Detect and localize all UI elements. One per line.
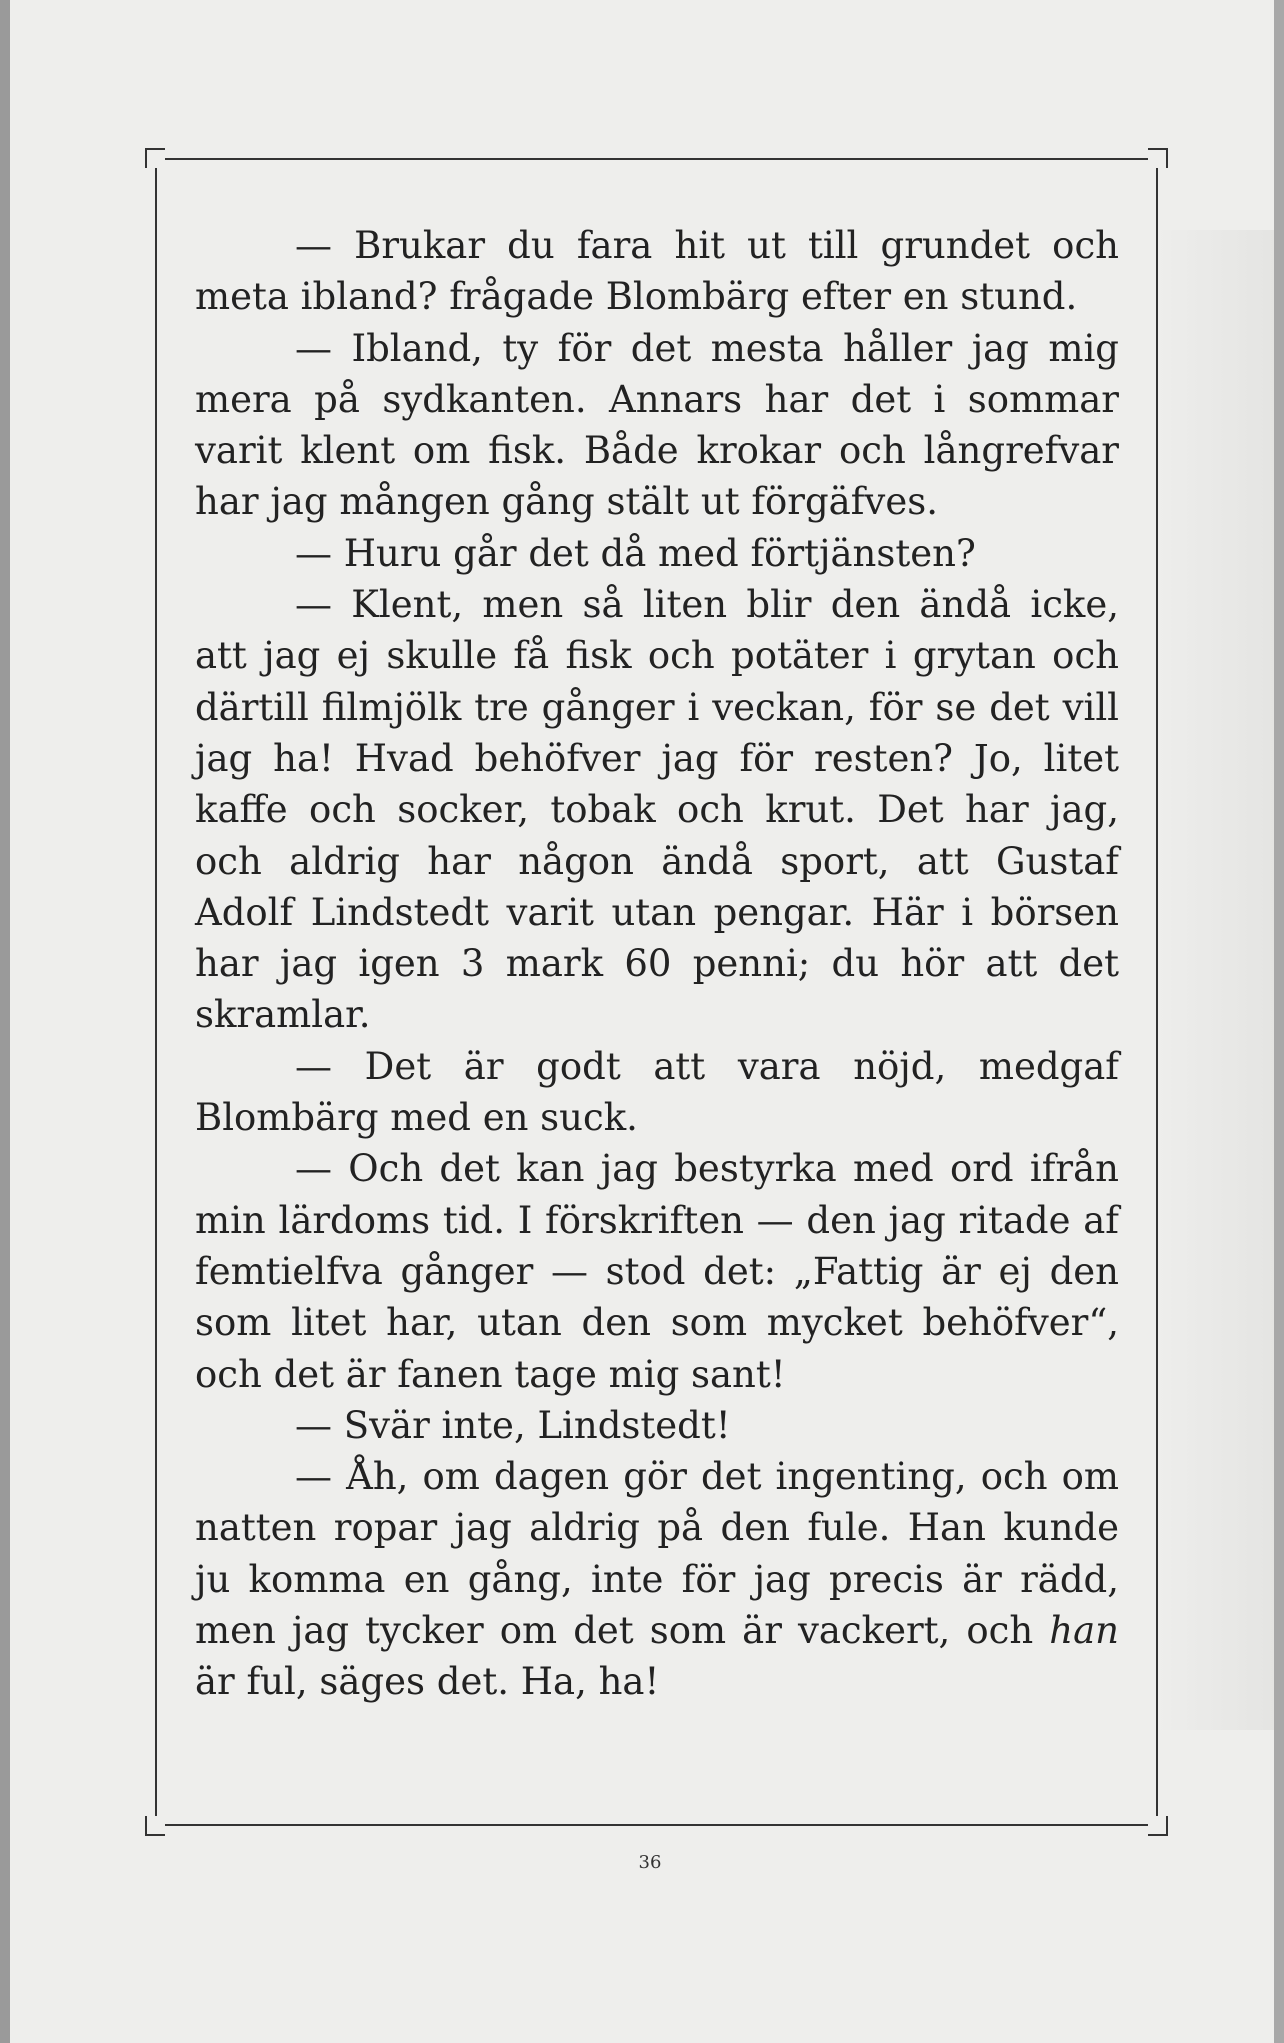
paragraph: — Svär inte, Lindstedt! xyxy=(295,1403,731,1447)
emphasized-word: han xyxy=(1049,1609,1119,1653)
page-edge-right xyxy=(1274,0,1284,2043)
paragraph-text: — Åh, om dagen gör det ingenting, och om natten ropar jag aldrig på den fule. Han kunde ju komma en gång, inte för jag precis är rädd, men jag tycker om det som är vackert, och xyxy=(195,1455,1119,1653)
page-edge-left xyxy=(0,0,10,2043)
frame-corner-ornament xyxy=(1148,1816,1168,1836)
paragraph: — Ibland, ty för det mesta håller jag mig mera på sydkanten. Annars har det i sommar varit klent om fisk. Både krokar och långrefvar har jag mången gång stält ut förgäfves. xyxy=(195,326,1119,524)
page-number: 36 xyxy=(638,1852,662,1873)
paragraph-text: är ful, säges det. Ha, ha! xyxy=(195,1660,660,1704)
body-text xyxy=(195,220,1119,1708)
paragraph: — Det är godt att vara nöjd, medgaf Blombärg med en suck. xyxy=(195,1044,1119,1140)
frame-corner-ornament xyxy=(1148,148,1168,168)
frame-corner-ornament xyxy=(145,1816,165,1836)
paragraph: — Och det kan jag bestyrka med ord ifrån min lärdoms tid. I förskriften — den jag ritade af femtielfva gånger — stod det: „Fattig är ej den som litet har, utan den som mycket behöfver“, och det är fanen tage mig sant! xyxy=(195,1147,1119,1396)
frame-corner-ornament xyxy=(145,148,165,168)
paragraph: — Klent, men så liten blir den ändå icke, att jag ej skulle få fisk och potäter i grytan och därtill filmjölk tre gånger i veckan, för se det vill jag ha! Hvad behöfver jag för resten? Jo, litet kaffe och socker, tobak och krut. Det har jag, och aldrig har någon ändå sport, att Gustaf Adolf Lindstedt varit utan pengar. Här i börsen har jag igen 3 mark 60 penni; du hör att det skramlar. xyxy=(195,583,1119,1037)
paragraph: — Brukar du fara hit ut till grundet och meta ibland? frågade Blombärg efter en stund. xyxy=(195,224,1119,319)
show-through-shadow xyxy=(1154,230,1274,1730)
paragraph xyxy=(195,1451,1119,1707)
paragraph: — Huru går det då med förtjänsten? xyxy=(295,531,976,575)
